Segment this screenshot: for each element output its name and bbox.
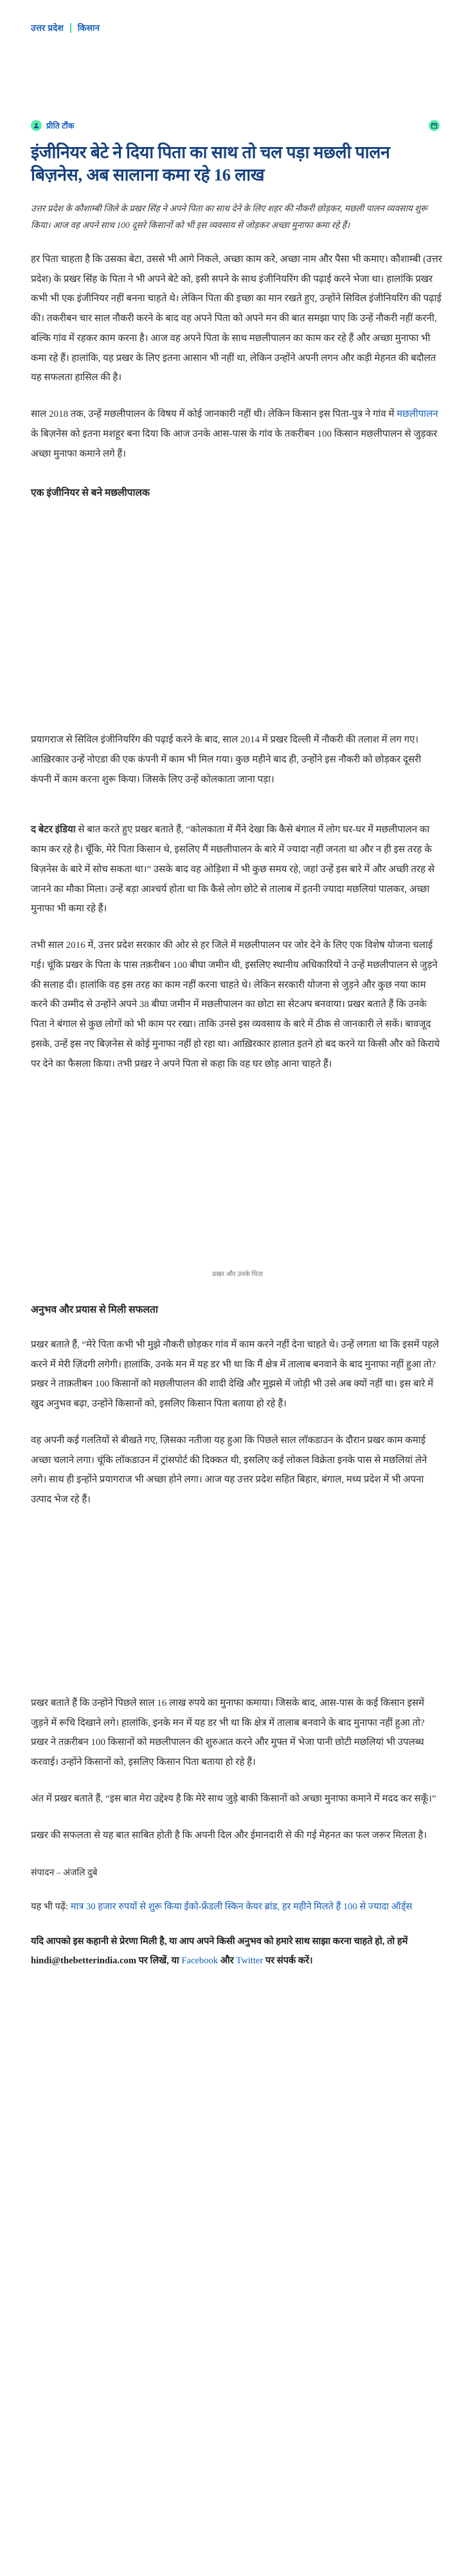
inline-media-placeholder-2 [0, 1074, 475, 1266]
paragraph-10: प्रखर की सफलता से यह बात साबित होती है कि अपनी दिल और ईमानदारी से की गई मेहनत का फल जरूर मिलता है। [31, 1830, 427, 1841]
hero-image-placeholder [0, 33, 475, 120]
user-avatar-icon [31, 120, 42, 131]
paragraph-1: हर पिता चाहता है कि उसका बेटा, उससे भी आगे निकले, अच्छा काम करे, अच्छा नाम और पैसा भी कमाए। कौशाम्बी (उत्तर प्रदेश) के प्रखर सिंह के पिता ने भी अपने बेटे को, इसी सपने के साथ इंजीनियरिंग की पढ़ाई करने भेजा था। हालांकि प्रखर कभी भी एक इंजीनियर नहीं बनना चाहते थे। लेकिन पिता की इच्छा का मान रखते हुए, उन्होंने सिविल इंजीनियरिंग की पढ़ाई की। तकरीबन चार साल नौकरी करने के बाद वह अपने पिता को अपने मन की बात समझा पाए कि उन्हें नौकरी नहीं करनी, बल्कि गांव में रहकर काम करना है। आज वह अपने पिता के साथ मछलीपालन का काम कर रहे हैं और अच्छा मुनाफा भी कमा रहे हैं। हालांकि, यह प्रखर के लिए इतना आसान भी नहीं था, लेकिन उन्होंने अपनी लगन और कड़ी मेहनत की बदौलत यह सफलता हासिल की है। [31, 254, 442, 383]
contact-part-2: पर लिखें, या [136, 1956, 182, 1967]
paragraph-6: प्रखर बताते हैं, “मेरे पिता कभी भी मुझे नौकरी छोड़कर गांव में काम करने नहीं देना चाहते थे। उन्हें लगता था कि इसमें पहले करने में मेरी ज़िंदगी लगेगी। हालांकि, उनके मन में यह डर भी था कि मैं क्षेत्र में तालाब बनवाने के बाद मुनाफा नहीं हुआ तो? प्रखर ने ताक़तीबन 100 किसानों को मछलीपालन की शादी देखि और मुझसे में जोड़ी भी उसे अब क्यों नहीं था। इस बारे में खुद अनुभव बढ़ा, उन्होंने किसानों को, इसलिए किसान पिता बताया हो रहे हैं। [31, 1339, 439, 1410]
paragraph-4 [31, 820, 444, 919]
paragraph-3: प्रयागराज से सिविल इंजीनियरिंग की पढ़ाई करने के बाद, साल 2014 में प्रखर दिल्ली में नौकरी की तलाश में लग गए। आख़िरकार उन्हें नोएडा की एक कंपनी में काम भी मिल गया। कुछ महीने बाद ही, उन्होंने इस नौकरी को छोड़कर दूसरी कंपनी में काम करना शुरू किया। जिसके लिए उन्हें कोलकाता जाना पड़ा। [31, 735, 422, 785]
calendar-icon [429, 120, 440, 131]
contact-email: hindi@thebetterindia.com [31, 1956, 136, 1967]
breadcrumb-item-state[interactable]: उत्तर प्रदेश [31, 23, 64, 33]
inline-media-placeholder-1 [0, 502, 475, 714]
paragraph-7: वह अपनी कई गलतियों से बीखते गए, ज़िसका नतीजा यह हुआ कि पिछले साल लॉकडाउन के दौरान प्रखर काम कमाई अच्छा चलाने लगा। चूंकि लॉकडाउन में ट्रांसपोर्ट की दिक्कत थी, इसलिए कई लोकल विक्रेता इनके पास से मछलियां लेने लगे। साथ ही इन्होंने प्रयागराज भी अच्छा होने लगा। आज यह उत्तर प्रदेश सहित बिहार, बंगाल, मध्य प्रदेश में भी अपना उत्पाद भेज रहे हैं। [31, 1435, 427, 1505]
paragraph-4-text: से बात करते हुए प्रखर बताते हैं, “कोलकाता में मैंने देखा कि कैसे बंगाल में लोग घर-घर में मछलीपालन का काम कर रहे है। चूँकि, मेरे पिता किसान थे, इसलिए मैं मछलीपालन के बारे में ज्यादा नहीं जनता था और न ही इस तरह के बिज़नेस के बारे में सोच सकता था।” उसके बाद वह ओड़िशा में भी कुछ समय रहे, जहां उन्हें इस बारे में और अच्छी तरह से जानने का मौका मिला। उन्हें बड़ा आश्चर्य होता था कि कैसे लोग छोटे से तालाब में इतनी ज्यादा मछलियां पालकर, अच्छा मुनाफा भी कमा रहे हैं। [31, 825, 435, 915]
subheading-1: एक इंजीनियर से बने मछलीपालक [31, 487, 150, 499]
read-more-block [31, 1898, 444, 1917]
paragraph-9: अंत में प्रखर बताते हैं, “इस बात मेरा उद्देश्य है कि मेरे साथ जुड़े बाकी किसानों को अच्छा मुनाफा कमाने में मदद कर सकूँ।” [31, 1793, 436, 1804]
page-title: इंजीनियर बेटे ने दिया पिता का साथ तो चल पड़ा मछली पालन बिज़नेस, अब सालाना कमा रहे 16 लाख [31, 143, 390, 185]
paragraph-2 [31, 405, 444, 464]
paragraph-5: तभी साल 2016 में, उत्तर प्रदेश सरकार की ओर से हर जिले में मछलीपालन पर जोर देने के लिए एक विशेष योजना चलाई गई। चूंकि प्रखर के पिता के पास तक़रीबन 100 बीघा जमीन थी, इसलिए स्थानीय अधिकारियों ने उन्हें मछलीपालन से जुड़ने की सलाह दी। हालांकि वह इस तरह का काम नहीं करना चाहते थे। लेकिन सरकारी योजना से जुड़ने और कुछ नया काम करने की उम्मीद से उन्होंने अपने 38 बीघा जमीन में मछलीपालन का छोटा सा सेटअप बनवाया। प्रखर बताते हैं कि उनके पिता ने बंगाल से कुछ लोगों को भी काम पर रखा। ताकि उनसे इस व्यवसाय के बारे में ठीक से जानकारी ले सकें। बावजूद इसके, उन्हें इस नए बिज़नेस से कोई मुनाफा नहीं हो रहा था। आख़िरकार हालात इतने हो बद करने या किसी और को किराये पर देने का फैसला किया। तभी प्रखर ने अपने पिता से कहा कि वह घर छोड़ आना चाहते हैं। [31, 940, 440, 1069]
contact-part-3: और [218, 1956, 237, 1967]
paragraph-8: प्रखर बताते हैं कि उन्होंने पिछले साल 16 लाख रुपये का मुनाफा कमाया। जिसके बाद, आस-पास के कई किसान इसमें जुड़ने में रूचि दिखाने लगे। हालांकि, इनके मन में यह डर भी था कि क्षेत्र में तालाब बनवाने के बाद मुनाफा नहीं हुआ तो? प्रखर ने तक़रीबन 100 किसानों को मछलीपालन की शुरुआत करने और मुफ्त में भेजा पानी छोटी मछलियां भी उपलब्ध करवाई। उन्होंने किसानों को, इसलिए किसान पिता बताया हो रहे हैं। [31, 1697, 425, 1768]
inline-media-placeholder-3 [0, 1510, 475, 1677]
contact-part-1: यदि आपको इस कहानी से प्रेरणा मिली है, या आप अपने किसी अनुभव को हमारे साथ साझा करना चाहते हो, तो हमें [31, 1936, 408, 1947]
read-more-label: यह भी पढ़ें: [31, 1902, 71, 1913]
contact-part-4: पर संपर्क करें। [263, 1956, 313, 1967]
breadcrumb-item-category[interactable]: किसान [77, 23, 100, 33]
article-figure [31, 1266, 444, 1281]
spacer-1 [0, 789, 475, 803]
figure-caption: प्रखर और उनके पिता [212, 1271, 263, 1279]
paragraph-2-pre: साल 2018 तक, उन्हें मछलीपालन के विषय में कोई जानकारी नहीं थी। लेकिन किसान इस पिता-पुत्र ने गांव में [31, 409, 397, 419]
byline-author[interactable] [31, 120, 74, 131]
publication-name: द बेटर इंडिया [31, 825, 76, 836]
twitter-link[interactable]: Twitter [236, 1956, 264, 1967]
breadcrumb-separator [70, 23, 71, 33]
fish-farming-link[interactable]: मछलीपालन [397, 409, 438, 419]
breadcrumb [0, 0, 475, 33]
byline-date [429, 120, 444, 131]
editor-credit: संपादन – अंजलि दुबे [31, 1868, 98, 1879]
contact-note [31, 1932, 444, 1971]
facebook-link[interactable]: Facebook [181, 1956, 219, 1967]
author-name: प्रीति टौंक [46, 121, 75, 130]
read-more-link[interactable]: मात्र 30 हजार रुपयों से शुरू किया ईको-फ्रेंडली स्किन केयर ब्रांड, हर महीने मिलते हैं 100 से ज्यादा ऑर्ड्स [70, 1902, 413, 1913]
subheading-2: अनुभव और प्रयास से मिली सफलता [31, 1304, 158, 1316]
byline [31, 120, 444, 134]
paragraph-2-post: के बिज़नेस को इतना मशहूर बना दिया कि आज उनके आस-पास के गांव के तकरीबन 100 किसान मछलीपालन से जुड़कर अच्छा मुनाफा कमाने लगे हैं। [31, 428, 438, 459]
article-standfirst: उत्तर प्रदेश के कौशाम्बी जिले के प्रखर सिंह ने अपने पिता का साथ देने के लिए शहर की नौकरी छोड़कर, मछली पालन व्यवसाय शुरू किया। आज वह अपने साथ 100 दूसरे किसानों को भी इस व्यवसाय से जोड़कर अच्छा मुनाफा कमा रहे हैं। [31, 204, 427, 230]
